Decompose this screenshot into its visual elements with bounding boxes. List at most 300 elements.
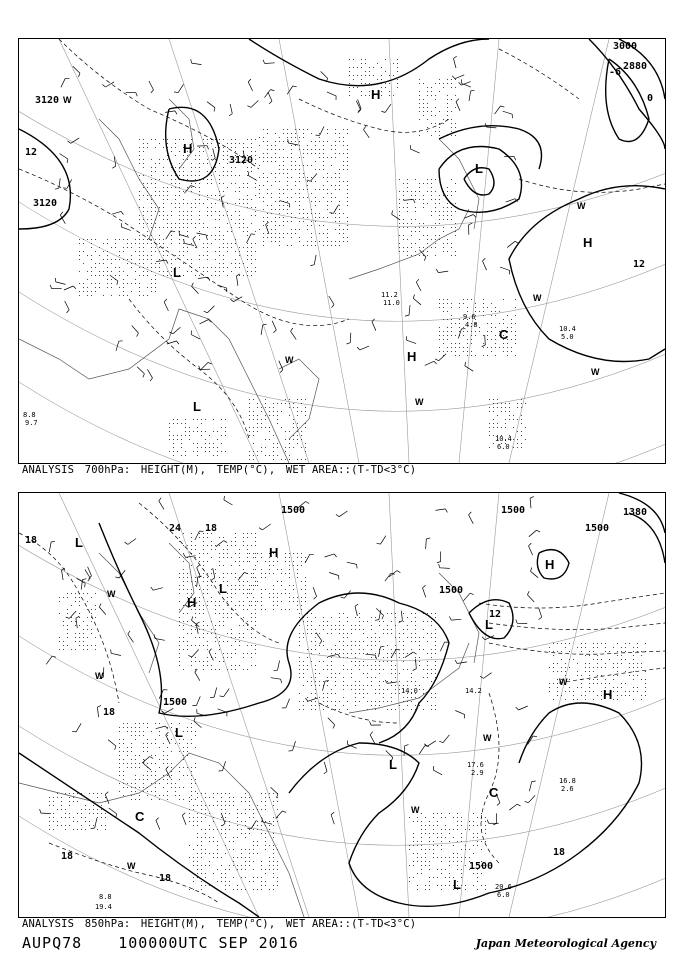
wet-area-dot bbox=[89, 793, 90, 794]
wind-barb bbox=[483, 673, 491, 679]
wet-area-dot bbox=[387, 657, 388, 658]
wet-area-dot bbox=[205, 805, 206, 806]
wet-area-dot bbox=[303, 665, 304, 666]
wet-area-dot bbox=[261, 821, 262, 822]
wet-area-dot bbox=[103, 295, 104, 296]
wet-area-dot bbox=[263, 157, 264, 158]
low-center: L bbox=[475, 161, 483, 176]
wet-area-dot bbox=[293, 565, 294, 566]
wet-area-dot bbox=[307, 229, 308, 230]
wet-area-dot bbox=[237, 869, 238, 870]
wet-area-dot bbox=[289, 447, 290, 448]
wind-barb bbox=[288, 143, 298, 145]
wet-area-dot bbox=[253, 455, 254, 456]
wind-barb bbox=[539, 608, 542, 618]
wet-area-dot bbox=[369, 75, 370, 76]
wet-area-dot bbox=[85, 821, 86, 822]
wet-area-dot bbox=[265, 573, 266, 574]
wet-area-dot bbox=[67, 645, 68, 646]
wind-barb bbox=[147, 369, 152, 378]
wet-area-dot bbox=[315, 633, 316, 634]
wet-area-dot bbox=[293, 589, 294, 590]
wet-area-dot bbox=[53, 805, 54, 806]
wet-area-dot bbox=[513, 447, 514, 448]
wet-area-dot bbox=[181, 435, 182, 436]
wet-area-dot bbox=[343, 241, 344, 242]
wet-area-dot bbox=[299, 633, 300, 634]
wet-area-dot bbox=[175, 187, 176, 188]
wet-area-dot bbox=[363, 629, 364, 630]
wet-area-dot bbox=[299, 129, 300, 130]
wet-area-dot bbox=[273, 589, 274, 590]
wet-area-dot bbox=[493, 411, 494, 412]
wet-area-dot bbox=[315, 689, 316, 690]
wet-area-dot bbox=[335, 673, 336, 674]
wet-area-dot bbox=[179, 625, 180, 626]
wet-area-dot bbox=[219, 195, 220, 196]
wet-area-dot bbox=[191, 219, 192, 220]
wet-area-dot bbox=[207, 259, 208, 260]
wet-area-dot bbox=[245, 837, 246, 838]
wet-area-dot bbox=[277, 849, 278, 850]
wet-area-dot bbox=[281, 601, 282, 602]
wet-area-dot bbox=[323, 145, 324, 146]
wet-area-dot bbox=[229, 849, 230, 850]
wet-area-dot bbox=[331, 657, 332, 658]
wet-area-dot bbox=[429, 869, 430, 870]
wet-area-dot bbox=[223, 565, 224, 566]
wind-barb-flag bbox=[465, 362, 466, 366]
wet-area-dot bbox=[215, 629, 216, 630]
wet-area-dot bbox=[255, 159, 256, 160]
wet-area-dot bbox=[403, 223, 404, 224]
wet-area-dot bbox=[549, 651, 550, 652]
wet-area-dot bbox=[61, 817, 62, 818]
wet-area-dot bbox=[251, 171, 252, 172]
wet-area-dot bbox=[251, 263, 252, 264]
wet-area-dot bbox=[115, 243, 116, 244]
wet-area-dot bbox=[131, 743, 132, 744]
wet-area-dot bbox=[225, 821, 226, 822]
wet-area-dot bbox=[375, 617, 376, 618]
wet-area-dot bbox=[389, 95, 390, 96]
wet-area-dot bbox=[269, 825, 270, 826]
wet-area-dot bbox=[151, 283, 152, 284]
wet-area-dot bbox=[61, 825, 62, 826]
wet-area-dot bbox=[143, 147, 144, 148]
wet-area-dot bbox=[63, 597, 64, 598]
wet-area-dot bbox=[455, 343, 456, 344]
wind-barb bbox=[278, 660, 280, 670]
wet-area-dot bbox=[293, 419, 294, 420]
wet-area-dot bbox=[239, 143, 240, 144]
wet-area-dot bbox=[293, 435, 294, 436]
wet-area-dot bbox=[323, 709, 324, 710]
wet-area-dot bbox=[79, 601, 80, 602]
wet-area-dot bbox=[517, 403, 518, 404]
wet-area-dot bbox=[171, 763, 172, 764]
wet-area-dot bbox=[291, 149, 292, 150]
wet-area-dot bbox=[201, 885, 202, 886]
wet-area-dot bbox=[437, 857, 438, 858]
wet-area-dot bbox=[467, 355, 468, 356]
wet-area-dot bbox=[307, 165, 308, 166]
wet-area-dot bbox=[195, 799, 196, 800]
wet-area-dot bbox=[199, 167, 200, 168]
wet-area-dot bbox=[211, 183, 212, 184]
wet-area-dot bbox=[553, 683, 554, 684]
wet-area-dot bbox=[235, 545, 236, 546]
wet-area-dot bbox=[419, 657, 420, 658]
wet-area-dot bbox=[367, 665, 368, 666]
wet-area-dot bbox=[451, 347, 452, 348]
wet-area-dot bbox=[385, 59, 386, 60]
wet-area-dot bbox=[297, 423, 298, 424]
wet-area-dot bbox=[139, 179, 140, 180]
wet-area-dot bbox=[143, 239, 144, 240]
wet-area-dot bbox=[135, 783, 136, 784]
wet-area-dot bbox=[339, 153, 340, 154]
isotherm-label-18: 18 bbox=[159, 873, 172, 884]
wet-area-dot bbox=[215, 609, 216, 610]
wet-area-dot bbox=[231, 665, 232, 666]
wet-area-dot bbox=[171, 147, 172, 148]
wet-area-dot bbox=[305, 593, 306, 594]
wet-area-dot bbox=[183, 759, 184, 760]
wet-area-dot bbox=[155, 139, 156, 140]
wind-barb-flag bbox=[115, 577, 119, 578]
wet-area-dot bbox=[173, 443, 174, 444]
wet-area-dot bbox=[219, 191, 220, 192]
wet-area-dot bbox=[85, 817, 86, 818]
wet-area-dot bbox=[171, 263, 172, 264]
wet-area-dot bbox=[605, 683, 606, 684]
wet-area-dot bbox=[235, 139, 236, 140]
wet-area-dot bbox=[217, 841, 218, 842]
wet-area-dot bbox=[349, 59, 350, 60]
wet-area-dot bbox=[423, 99, 424, 100]
wet-area-dot bbox=[439, 211, 440, 212]
wet-area-dot bbox=[327, 677, 328, 678]
wet-area-dot bbox=[229, 869, 230, 870]
wind-barb bbox=[156, 820, 160, 829]
wind-barb bbox=[455, 711, 464, 715]
wet-area-dot bbox=[195, 179, 196, 180]
wet-area-dot bbox=[65, 817, 66, 818]
wet-area-dot bbox=[343, 613, 344, 614]
wet-area-dot bbox=[131, 255, 132, 256]
wet-area-dot bbox=[435, 123, 436, 124]
wet-area-dot bbox=[467, 351, 468, 352]
wet-area-dot bbox=[331, 653, 332, 654]
wet-area-dot bbox=[151, 791, 152, 792]
wet-area-dot bbox=[291, 189, 292, 190]
wet-area-dot bbox=[435, 653, 436, 654]
wet-area-dot bbox=[205, 877, 206, 878]
wet-area-dot bbox=[297, 601, 298, 602]
wet-area-dot bbox=[219, 275, 220, 276]
wet-area-dot bbox=[151, 167, 152, 168]
wet-area-dot bbox=[171, 259, 172, 260]
wet-area-dot bbox=[589, 655, 590, 656]
wet-area-dot bbox=[147, 751, 148, 752]
wet-area-dot bbox=[323, 641, 324, 642]
wet-area-dot bbox=[427, 127, 428, 128]
wet-area-dot bbox=[203, 589, 204, 590]
wet-area-dot bbox=[443, 343, 444, 344]
wet-area-dot bbox=[123, 759, 124, 760]
wet-area-dot bbox=[227, 243, 228, 244]
wet-area-dot bbox=[269, 597, 270, 598]
wind-barb bbox=[370, 735, 375, 744]
wet-area-dot bbox=[247, 147, 248, 148]
wet-area-dot bbox=[435, 83, 436, 84]
wet-area-dot bbox=[111, 287, 112, 288]
wet-area-dot bbox=[339, 673, 340, 674]
wet-area-dot bbox=[605, 663, 606, 664]
wind-barb-flag bbox=[266, 222, 269, 225]
wet-area-dot bbox=[451, 303, 452, 304]
wet-area-dot bbox=[605, 667, 606, 668]
wet-area-dot bbox=[155, 275, 156, 276]
wet-area-dot bbox=[207, 553, 208, 554]
warm-center: W bbox=[483, 733, 492, 743]
wet-area-dot bbox=[327, 625, 328, 626]
wet-area-dot bbox=[111, 263, 112, 264]
wet-area-dot bbox=[255, 625, 256, 626]
wet-area-dot bbox=[411, 191, 412, 192]
wet-area-dot bbox=[221, 797, 222, 798]
wet-area-dot bbox=[215, 195, 216, 196]
wet-area-dot bbox=[83, 593, 84, 594]
wind-barb bbox=[455, 75, 464, 79]
wet-area-dot bbox=[197, 813, 198, 814]
wind-barb bbox=[328, 718, 335, 725]
wet-area-dot bbox=[277, 869, 278, 870]
wet-area-dot bbox=[111, 283, 112, 284]
wind-barb-flag bbox=[533, 736, 537, 737]
wet-area-dot bbox=[383, 697, 384, 698]
wet-area-dot bbox=[403, 649, 404, 650]
wet-area-dot bbox=[375, 661, 376, 662]
wet-area-dot bbox=[507, 351, 508, 352]
wet-area-dot bbox=[447, 215, 448, 216]
wet-area-dot bbox=[411, 243, 412, 244]
wind-barb-flag bbox=[263, 60, 265, 64]
wet-area-dot bbox=[413, 821, 414, 822]
wet-area-dot bbox=[319, 233, 320, 234]
wet-area-dot bbox=[393, 75, 394, 76]
wet-area-dot bbox=[471, 299, 472, 300]
wet-area-dot bbox=[155, 207, 156, 208]
wet-area-dot bbox=[69, 825, 70, 826]
wet-area-dot bbox=[589, 663, 590, 664]
warm-center: W bbox=[107, 589, 116, 599]
wet-area-dot bbox=[403, 657, 404, 658]
wet-area-dot bbox=[273, 565, 274, 566]
wet-area-dot bbox=[343, 705, 344, 706]
wet-area-dot bbox=[187, 649, 188, 650]
wet-area-dot bbox=[403, 685, 404, 686]
wet-area-dot bbox=[91, 259, 92, 260]
wet-area-dot bbox=[255, 251, 256, 252]
wet-area-dot bbox=[147, 199, 148, 200]
wet-area-dot bbox=[277, 455, 278, 456]
wet-area-dot bbox=[273, 793, 274, 794]
wet-area-dot bbox=[255, 609, 256, 610]
wet-area-dot bbox=[365, 83, 366, 84]
wet-area-dot bbox=[397, 79, 398, 80]
wet-area-dot bbox=[457, 813, 458, 814]
wet-area-dot bbox=[319, 153, 320, 154]
wind-barb bbox=[364, 130, 370, 138]
wet-area-dot bbox=[457, 821, 458, 822]
wet-area-dot bbox=[183, 625, 184, 626]
wet-area-dot bbox=[155, 787, 156, 788]
wet-area-dot bbox=[323, 233, 324, 234]
wet-area-dot bbox=[297, 427, 298, 428]
wind-barb-flag bbox=[188, 655, 192, 657]
wet-area-dot bbox=[443, 219, 444, 220]
wet-area-dot bbox=[407, 191, 408, 192]
wet-area-dot bbox=[403, 219, 404, 220]
wet-area-dot bbox=[637, 647, 638, 648]
wet-area-dot bbox=[335, 677, 336, 678]
wet-area-dot bbox=[199, 585, 200, 586]
wet-area-dot bbox=[263, 185, 264, 186]
wet-area-dot bbox=[269, 865, 270, 866]
wind-barb-flag bbox=[85, 583, 86, 587]
wet-area-dot bbox=[155, 179, 156, 180]
wet-area-dot bbox=[243, 633, 244, 634]
wet-area-dot bbox=[427, 235, 428, 236]
wet-area-dot bbox=[489, 407, 490, 408]
wet-area-dot bbox=[139, 235, 140, 236]
wet-area-dot bbox=[549, 667, 550, 668]
wet-area-dot bbox=[179, 227, 180, 228]
wet-area-dot bbox=[105, 829, 106, 830]
wet-area-dot bbox=[101, 809, 102, 810]
wet-area-dot bbox=[363, 641, 364, 642]
wet-area-dot bbox=[167, 219, 168, 220]
wet-area-dot bbox=[167, 247, 168, 248]
wet-area-dot bbox=[183, 739, 184, 740]
wind-barb-flag bbox=[73, 286, 76, 289]
wet-area-dot bbox=[247, 259, 248, 260]
wet-area-dot bbox=[189, 857, 190, 858]
wet-area-dot bbox=[307, 617, 308, 618]
wet-area-dot bbox=[289, 593, 290, 594]
wet-area-dot bbox=[343, 237, 344, 238]
wind-barb-flag bbox=[370, 732, 373, 735]
wet-area-dot bbox=[207, 163, 208, 164]
wet-area-dot bbox=[179, 665, 180, 666]
wet-area-dot bbox=[331, 177, 332, 178]
wet-area-dot bbox=[319, 225, 320, 226]
wet-area-dot bbox=[255, 653, 256, 654]
wind-barb-flag bbox=[192, 617, 193, 621]
wet-area-dot bbox=[97, 797, 98, 798]
wet-area-dot bbox=[475, 355, 476, 356]
wet-area-dot bbox=[139, 251, 140, 252]
wet-area-dot bbox=[83, 637, 84, 638]
wet-area-dot bbox=[193, 877, 194, 878]
wet-area-dot bbox=[437, 837, 438, 838]
wet-area-dot bbox=[201, 435, 202, 436]
wet-area-dot bbox=[87, 295, 88, 296]
wet-area-dot bbox=[617, 643, 618, 644]
wet-area-dot bbox=[297, 577, 298, 578]
wet-area-dot bbox=[241, 849, 242, 850]
wet-area-dot bbox=[439, 215, 440, 216]
wet-area-dot bbox=[439, 339, 440, 340]
wet-area-dot bbox=[207, 657, 208, 658]
wet-area-dot bbox=[139, 191, 140, 192]
wet-area-dot bbox=[151, 255, 152, 256]
wet-area-dot bbox=[179, 251, 180, 252]
wet-area-dot bbox=[131, 283, 132, 284]
wet-area-dot bbox=[243, 601, 244, 602]
wet-area-dot bbox=[199, 577, 200, 578]
wet-area-dot bbox=[297, 435, 298, 436]
wet-area-dot bbox=[319, 633, 320, 634]
wet-area-dot bbox=[251, 143, 252, 144]
wet-area-dot bbox=[295, 145, 296, 146]
wet-area-dot bbox=[63, 645, 64, 646]
wet-area-dot bbox=[297, 565, 298, 566]
wet-area-dot bbox=[335, 629, 336, 630]
wet-area-dot bbox=[205, 817, 206, 818]
wet-area-dot bbox=[251, 637, 252, 638]
wind-barb-flag bbox=[191, 59, 192, 63]
wet-area-dot bbox=[171, 203, 172, 204]
wet-area-dot bbox=[407, 629, 408, 630]
wet-area-dot bbox=[379, 621, 380, 622]
caption-height: HEIGHT(M), bbox=[140, 464, 207, 476]
wet-area-dot bbox=[431, 681, 432, 682]
wet-area-dot bbox=[287, 185, 288, 186]
wet-area-dot bbox=[431, 653, 432, 654]
wet-area-dot bbox=[179, 187, 180, 188]
wet-area-dot bbox=[235, 533, 236, 534]
wet-area-dot bbox=[289, 609, 290, 610]
wet-area-dot bbox=[79, 239, 80, 240]
wet-area-dot bbox=[353, 67, 354, 68]
wet-area-dot bbox=[319, 645, 320, 646]
wet-area-dot bbox=[435, 207, 436, 208]
wet-area-dot bbox=[155, 279, 156, 280]
wet-area-dot bbox=[207, 577, 208, 578]
wet-area-dot bbox=[641, 695, 642, 696]
wind-barb bbox=[207, 306, 214, 313]
wet-area-dot bbox=[305, 601, 306, 602]
wet-area-dot bbox=[355, 705, 356, 706]
wet-area-dot bbox=[207, 649, 208, 650]
wet-area-dot bbox=[215, 267, 216, 268]
station-plots bbox=[50, 56, 518, 381]
wet-area-dot bbox=[273, 825, 274, 826]
wet-area-dot bbox=[417, 873, 418, 874]
wind-barb-flag bbox=[154, 635, 155, 639]
wet-area-dot bbox=[265, 821, 266, 822]
wet-area-dot bbox=[253, 813, 254, 814]
wet-area-dot bbox=[123, 291, 124, 292]
wet-area-dot bbox=[439, 235, 440, 236]
wind-barb-flag bbox=[206, 235, 207, 239]
wet-area-dot bbox=[419, 255, 420, 256]
wet-area-dot bbox=[515, 323, 516, 324]
wet-area-dot bbox=[291, 233, 292, 234]
